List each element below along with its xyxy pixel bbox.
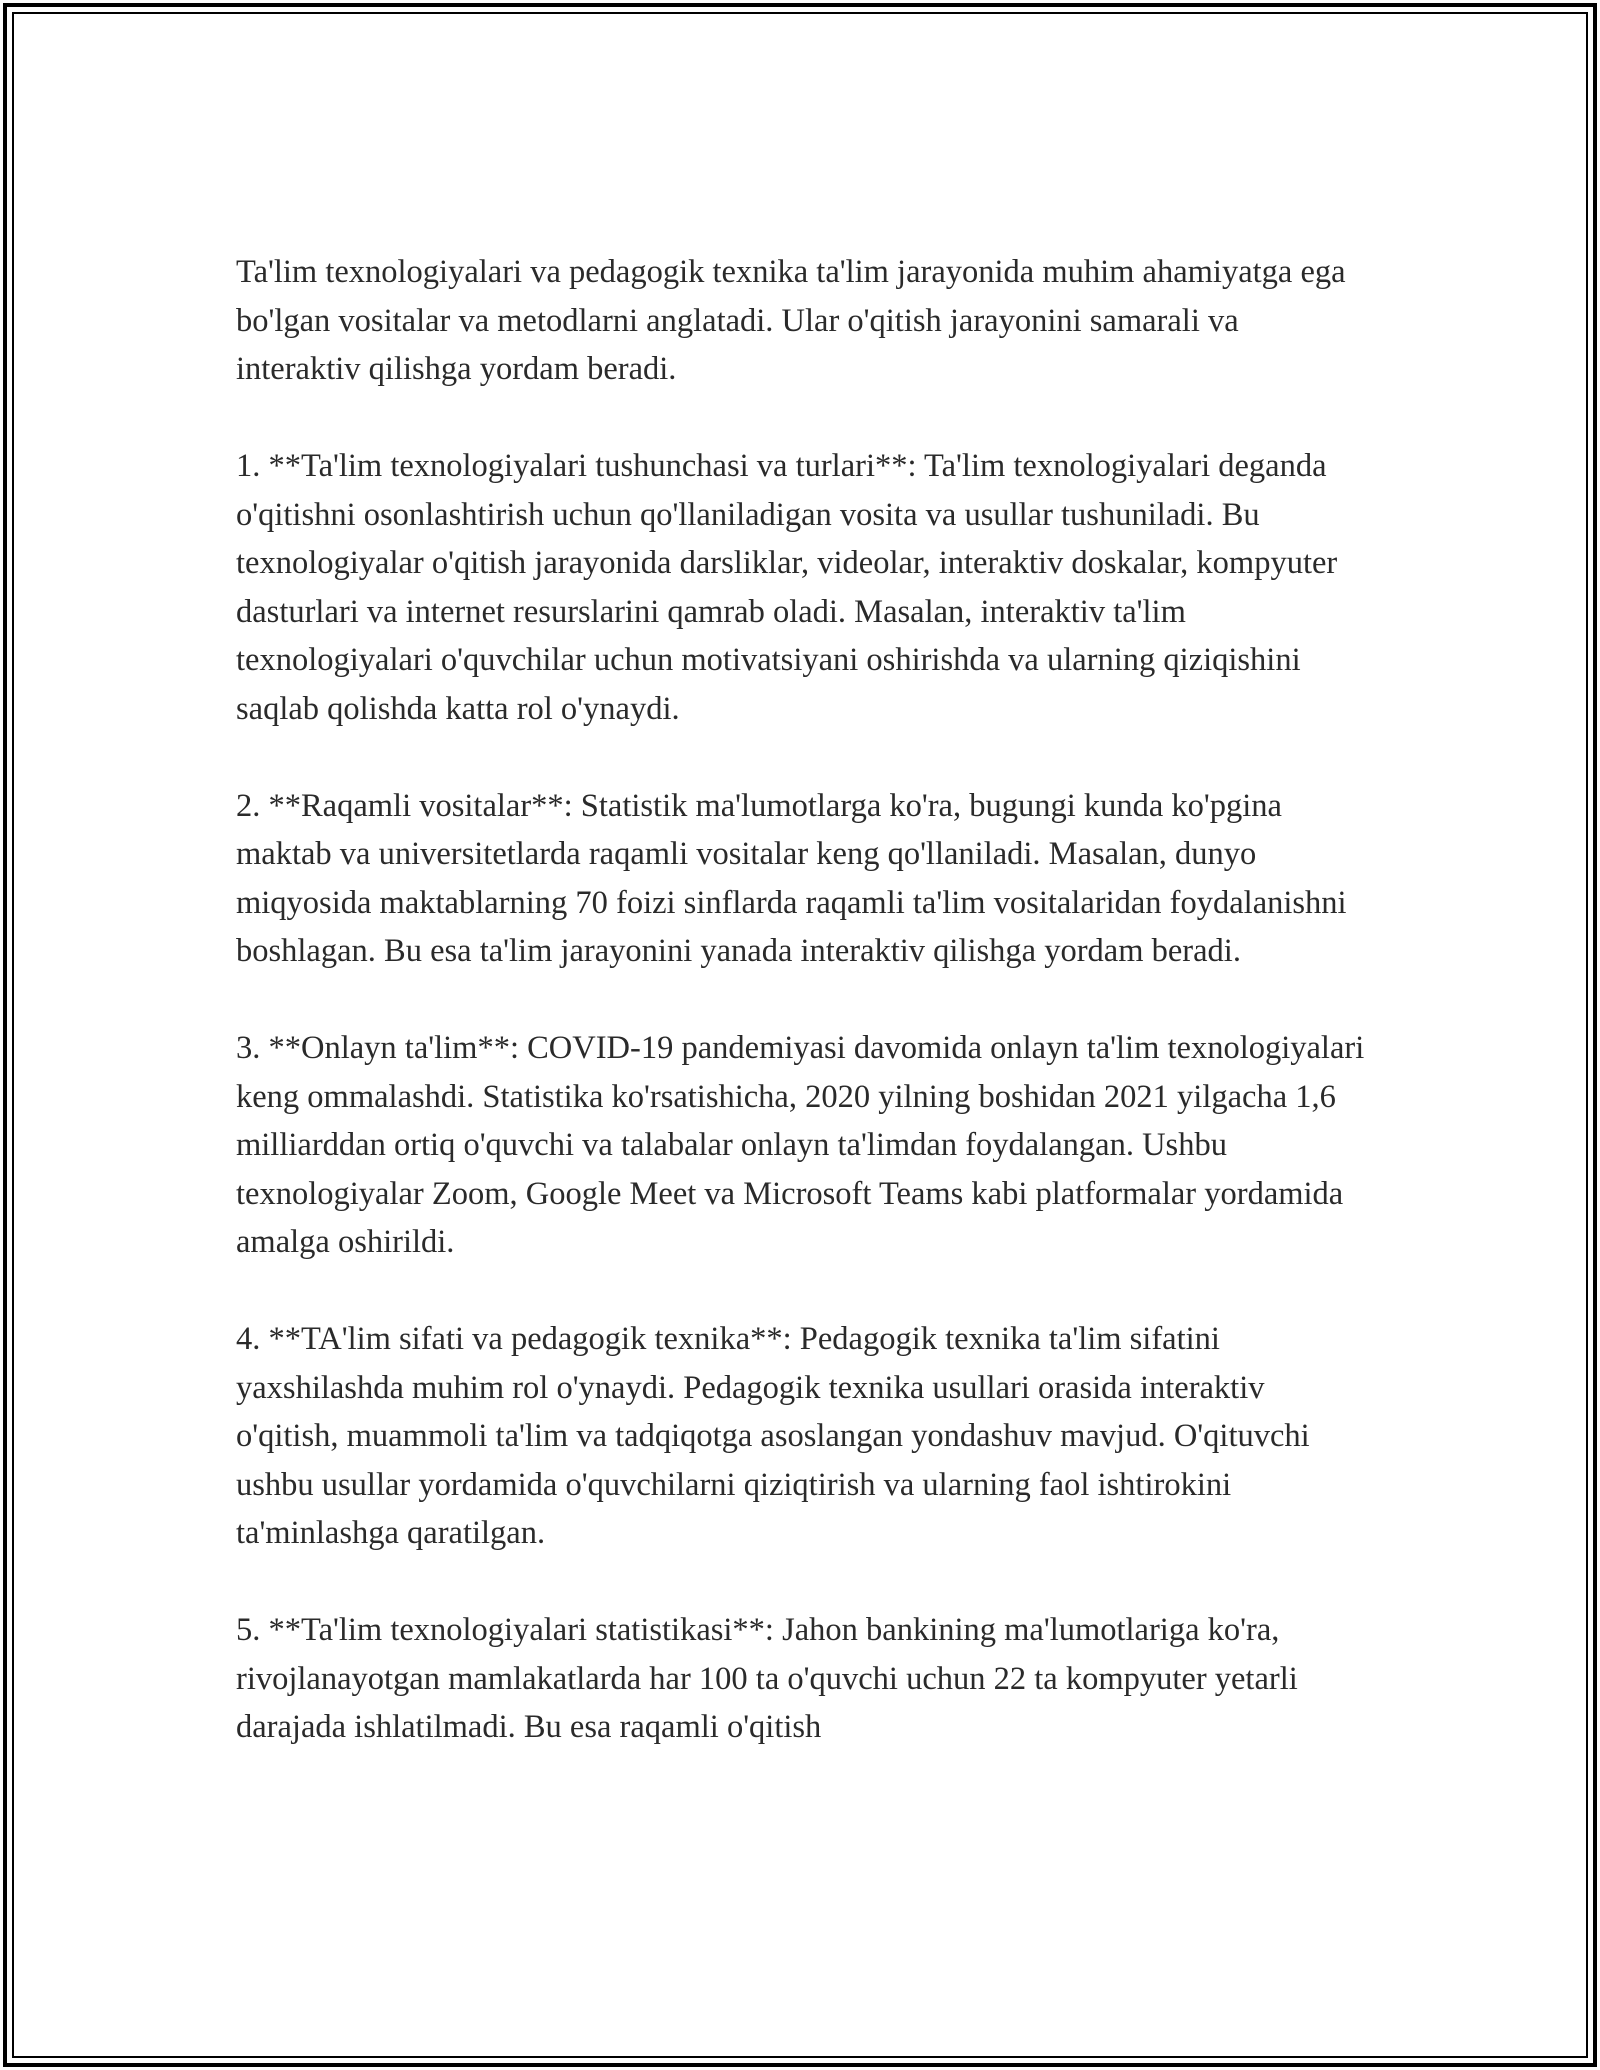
document-body bbox=[236, 248, 1366, 1752]
paragraph-5-statistics: 5. **Ta'lim texnologiyalari statistikasi**: Jahon bankining ma'lumotlariga ko'ra, rivojlanayotgan mamlakatlarda har 100 ta o'quvchi uchun 22 ta kompyuter yetarli darajada ishlatilmadi. Bu esa raqamli o'qitish bbox=[236, 1612, 1298, 1745]
paragraph-2-digital-tools: 2. **Raqamli vositalar**: Statistik ma'lumotlarga ko'ra, bugungi kunda ko'pgina maktab va universitetlarda raqamli vositalar keng qo'llaniladi. Masalan, dunyo miqyosida maktablarning 70 foizi sinflarda raqamli ta'lim vositalaridan foydalanishni boshlagan. Bu esa ta'lim jarayonini yanada interaktiv qilishga yordam beradi. bbox=[236, 787, 1347, 969]
paragraph-4-quality-pedagogy: 4. **TA'lim sifati va pedagogik texnika**: Pedagogik texnika ta'lim sifatini yaxshilashda muhim rol o'ynaydi. Pedagogik texnika usullari orasida interaktiv o'qitish, muammoli ta'lim va tadqiqotga asoslangan yondashuv mavjud. O'qituvchi ushbu usullar yordamida o'quvchilarni qiziqtirish va ularning faol ishtirokini ta'minlashga qaratilgan. bbox=[236, 1321, 1310, 1551]
paragraph-1-technology-concepts: 1. **Ta'lim texnologiyalari tushunchasi va turlari**: Ta'lim texnologiyalari deganda o'qitishni osonlashtirish uchun qo'llaniladigan vosita va usullar tushuniladi. Bu texnologiyalar o'qitish jarayonida darsliklar, videolar, interaktiv doskalar, kompyuter dasturlari va internet resurslarini qamrab oladi. Masalan, interaktiv ta'lim texnologiyalari o'quvchilar uchun motivatsiyani oshirishda va ularning qiziqishini saqlab qolishda katta rol o'ynaydi. bbox=[236, 448, 1338, 727]
intro-paragraph: Ta'lim texnologiyalari va pedagogik texnika ta'lim jarayonida muhim ahamiyatga ega bo'lgan vositalar va metodlarni anglatadi. Ular o'qitish jarayonini samarali va interaktiv qilishga yordam beradi. bbox=[236, 254, 1346, 387]
paragraph-3-online-learning: 3. **Onlayn ta'lim**: COVID-19 pandemiyasi davomida onlayn ta'lim texnologiyalari keng ommalashdi. Statistika ko'rsatishicha, 2020 yilning boshidan 2021 yilgacha 1,6 milliarddan ortiq o'quvchi va talabalar onlayn ta'limdan foydalangan. Ushbu texnologiyalar Zoom, Google Meet va Microsoft Teams kabi platformalar yordamida amalga oshirildi. bbox=[236, 1030, 1365, 1260]
